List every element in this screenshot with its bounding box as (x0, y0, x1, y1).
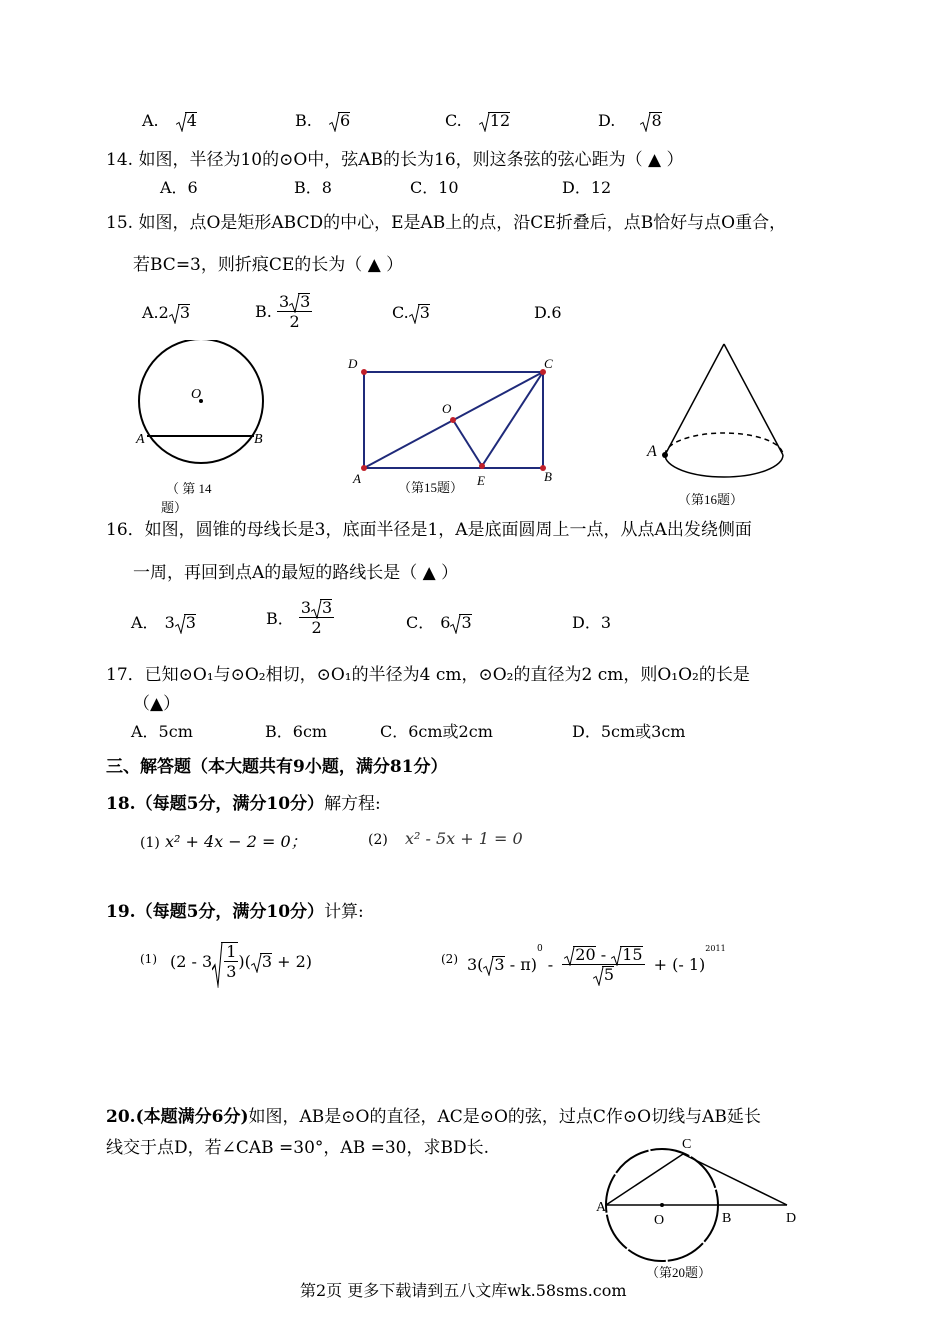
label-o: O (442, 401, 452, 416)
q16-line2: 一周，再回到点A的最短的路线长是（ ▲ ） (133, 563, 459, 583)
base-back (665, 433, 783, 455)
caption: （ 第 14 (166, 481, 212, 496)
label-b: B (254, 432, 263, 447)
sqrt: 6 (329, 111, 350, 130)
option-label: A. (142, 111, 159, 130)
q19-part2-expr: 3( 3 - π)$^0$ - 20 - 15 5 + (- 1)$^{2011}$ (467, 944, 726, 984)
q17-option-a: A．5cm (131, 722, 193, 741)
q15-option-b: B. 3 3 2 (255, 292, 311, 331)
figure-15 (340, 350, 565, 495)
sqrt: 8 (640, 111, 661, 130)
fraction: 3 3 2 (300, 598, 333, 637)
q14-option-b: B．8 (294, 178, 332, 197)
figure-20 (590, 1130, 805, 1285)
q19-part1-label: (1) (140, 952, 157, 966)
slant-left (665, 344, 724, 455)
q16-option-b: B． 3 3 2 (266, 598, 333, 637)
sqrt: 3 (169, 303, 190, 322)
label-e: E (477, 473, 485, 488)
sqrt: 3 (450, 613, 471, 632)
q15-option-d: D.6 (534, 303, 562, 322)
q18-part2: (2) x² - 5x + 1 = 0 (368, 829, 523, 848)
q18-part1: (1) x² + 4x − 2 = 0； (140, 832, 307, 851)
q17-line1: 17．已知⊙O₁与⊙O₂相切，⊙O₁的半径为4 cm，⊙O₂的直径为2 cm，则O₁O₂的长是 (106, 665, 750, 685)
q16-option-a: A． 3 3 (131, 613, 196, 632)
q17-option-d: D．5cm或3cm (572, 722, 686, 741)
q17-line2: （▲） (133, 694, 181, 714)
fraction: 3 3 2 (278, 292, 311, 331)
q15-line1: 15. 如图，点O是矩形ABCD的中心，E是AB上的点，沿CE折叠后，点B恰好与点O重合， (106, 213, 787, 233)
label-a: A (353, 471, 361, 486)
q14-text: 14. 如图，半径为10的⊙O中，弦AB的长为16，则这条弦的弦心距为（ ▲ ） (106, 150, 684, 170)
label-d: D (786, 1211, 797, 1226)
label-a: A (596, 1200, 607, 1215)
q13-option-c: C. 12 (445, 111, 511, 130)
q13-option-b: B. 6 (295, 111, 351, 130)
q20-line2: 线交于点D，若∠CAB =30°，AB =30，求BD长. (106, 1138, 490, 1158)
sqrt: 12 (479, 111, 510, 130)
slant-right (724, 344, 783, 455)
label-a: A (647, 443, 657, 460)
label-o: O (191, 387, 202, 402)
figure-16 (640, 338, 800, 513)
segment-ce (482, 372, 543, 466)
q20-line1: 20.(本题满分6分)如图，AB是⊙O的直径，AC是⊙O的弦，过点C作⊙O切线与AB延长 (106, 1107, 761, 1127)
caption: （第15题） (398, 480, 464, 495)
caption: （第16题） (678, 492, 744, 507)
q15-line2: 若BC=3，则折痕CE的长为（ ▲ ） (133, 255, 404, 275)
tangent-cd (683, 1154, 787, 1205)
label-d: D (348, 356, 358, 371)
q14-option-c: C．10 (410, 178, 459, 197)
q16-option-c: C． 6 3 (406, 613, 472, 632)
label-b: B (544, 469, 552, 484)
q17-option-c: C．6cm或2cm (380, 722, 493, 741)
label-b: B (722, 1211, 732, 1226)
caption-2: 题） (161, 500, 188, 515)
sqrt: 3 (409, 303, 430, 322)
q19-part2-label: (2) (441, 952, 458, 966)
caption: （第20题） (646, 1265, 712, 1280)
section-heading: 三、解答题（本大题共有9小题，满分81分） (106, 757, 448, 777)
sqrt: 4 (176, 111, 197, 130)
q17-option-b: B．6cm (265, 722, 328, 741)
q16-option-d: D．3 (572, 613, 612, 632)
q15-option-c: C. 3 (392, 303, 430, 322)
chord-ac (606, 1154, 683, 1205)
label-c: C (682, 1137, 692, 1152)
label-c: C (544, 356, 553, 371)
q14-option-a: A．6 (160, 178, 198, 197)
q16-line1: 16．如图，圆锥的母线长是3，底面半径是1，A是底面圆周上一点，从点A出发绕侧面 (106, 520, 752, 540)
q19-heading: 19.（每题5分，满分10分）计算: (106, 902, 364, 922)
q13-options (142, 111, 197, 130)
figure-14 (130, 340, 270, 520)
q19-part1-expr: (2 - 3 $\frac{1}{3}$ )( 3 + 2) (170, 942, 312, 981)
label-o: O (654, 1213, 665, 1228)
q14-option-d: D．12 (562, 178, 612, 197)
base-front (665, 455, 783, 477)
segment-oe (453, 420, 482, 466)
q18-heading: 18.（每题5分，满分10分）解方程: (106, 794, 381, 814)
q13-option-d: D. 8 (598, 111, 662, 130)
label-a: A (136, 432, 145, 447)
q15-option-a: A.2 3 (142, 303, 191, 322)
sqrt: 3 (175, 613, 196, 632)
page-footer: 第2页 更多下载请到五八文库wk.58sms.com (300, 1281, 627, 1300)
